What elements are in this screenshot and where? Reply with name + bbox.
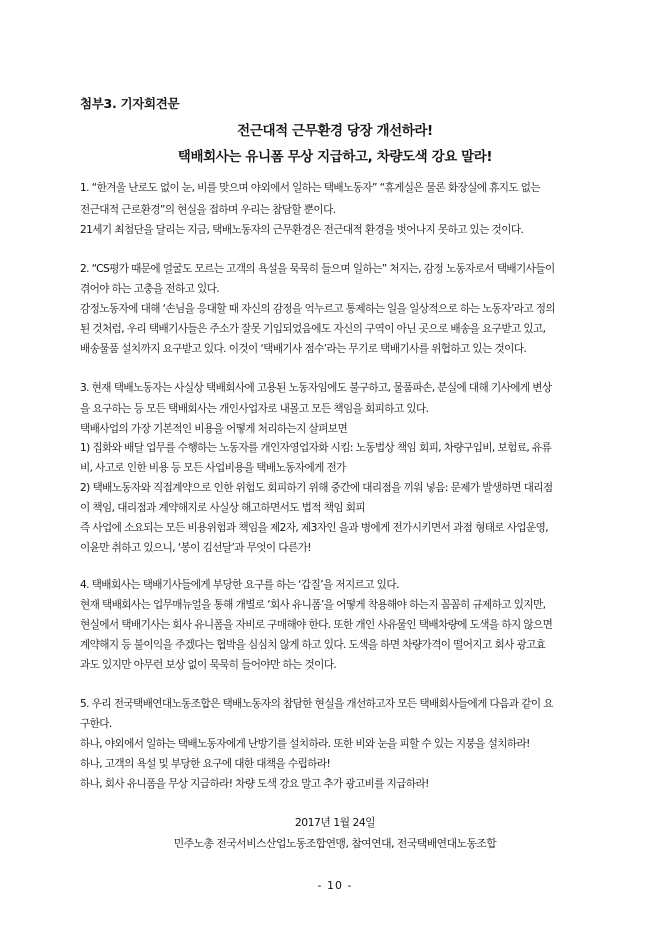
body-line: 1) 집화와 배달 업무를 수행하는 노동자를 개인자영업자화 시킴: 노동법상 책임 회피, 차량구입비, 보험료, 유류: [80, 442, 552, 454]
body-line: 5. 우리 전국택배연대노동조합은 택배노동자의 참담한 현실을 개선하고자 모든 택배회사들에게 다음과 같이 요: [80, 698, 553, 710]
signatories: 민주노총 전국서비스산업노동조합연맹, 참여연대, 전국택배연대노동조합: [173, 837, 497, 850]
page-number: - 10 -: [317, 879, 353, 892]
body-line: 하나, 고객의 욕설 및 부당한 요구에 대한 대책을 수립하라!: [80, 758, 331, 770]
body-line: 2. “CS평가 때문에 얼굴도 모르는 고객의 욕설을 묵묵히 들으며 일하는” 처지는, 감정 노동자로서 택배기사들이: [80, 263, 555, 275]
body-line: 된 것처럼, 우리 택배기사들은 주소가 잘못 기입되었음에도 자신의 구역이 아닌 곳으로 배송을 요구받고 있고,: [80, 323, 546, 335]
body-line: 즉 사업에 소요되는 모든 비용위험과 책임을 제2자, 제3자인 을과 병에게 전가시키면서 과점 형태로 사업운영,: [80, 522, 549, 534]
body-line: 배송물품 설치까지 요구받고 있다. 이것이 ‘택배기사 점수’라는 무기로 택배기사를 위협하고 있는 것이다.: [80, 343, 527, 355]
body-line: 1. “한겨울 난로도 없이 눈, 비를 맞으며 야외에서 일하는 택배노동자” “휴게실은 물론 화장실에 휴지도 없는: [80, 182, 541, 194]
body-line: 이 책임, 대리점과 계약해지로 사실상 해고하면서도 법적 책임 회피: [80, 502, 366, 514]
title-line-2: 택배회사는 유니폼 무상 지급하고, 차량도색 강요 말라!: [177, 149, 493, 165]
body-line: 을 요구하는 등 모든 택배회사는 개인사업자로 내몰고 모든 책임을 회피하고 있다.: [80, 403, 429, 415]
body-line: 이윤만 취하고 있으니, ‘봉이 김선달’과 무엇이 다른가!: [80, 542, 311, 554]
body-line: 계약해지 등 불이익을 주겠다는 협박을 심심치 않게 하고 있다. 도색을 하면 차량가격이 떨어지고 회사 광고효: [80, 639, 546, 651]
body-line: 비, 사고로 인한 비용 등 모든 사업비용을 택배노동자에게 전가: [80, 462, 346, 474]
title-line-1: 전근대적 근무환경 당장 개선하라!: [237, 123, 433, 139]
body-line: 21세기 최첨단을 달리는 지금, 택배노동자의 근무환경은 전근대적 환경을 벗어나지 못하고 있는 것이다.: [80, 224, 524, 236]
attachment-label: 첨부3. 기자회견문: [80, 96, 180, 111]
body-line: 3. 현재 택배노동자는 사실상 택배회사에 고용된 노동자임에도 불구하고, 물품파손, 분실에 대해 기사에게 변상: [80, 382, 552, 394]
body-line: 택배사업의 가장 기본적인 비용을 어떻게 처리하는지 살펴보면: [80, 423, 348, 435]
body-line: 현재 택배회사는 업무매뉴얼을 통해 개별로 ‘회사 유니폼’을 어떻게 착용해야 하는지 꼼꼼히 규제하고 있지만,: [80, 599, 546, 611]
body-line: 감정노동자에 대해 ‘손님을 응대할 때 자신의 감정을 억누르고 통제하는 일을 일상적으로 하는 노동자’라고 정의: [80, 303, 556, 315]
body-line: 구한다.: [80, 718, 112, 730]
body-line: 2) 택배노동자와 직접계약으로 인한 위험도 회피하기 위해 중간에 대리점을 끼워 넣음: 문제가 발생하면 대리점: [80, 482, 553, 494]
body-line: 과도 있지만 아무런 보상 없이 묵묵히 들어야만 하는 것이다.: [80, 659, 337, 671]
body-line: 현실에서 택배기사는 회사 유니폼을 자비로 구매해야 한다. 또한 개인 사유물인 택배차량에 도색을 하지 않으면: [80, 619, 553, 631]
body-line: 하나, 회사 유니폼을 무상 지급하라! 차량 도색 강요 말고 추가 광고비를 지급하라!: [80, 778, 429, 790]
body-line: 전근대적 근로환경”의 현실을 접하며 우리는 참담할 뿐이다.: [80, 204, 336, 216]
body-line: 4. 택배회사는 택배기사들에게 부당한 요구를 하는 ‘갑질’을 저지르고 있다.: [80, 579, 399, 591]
body-line: 하나, 야외에서 일하는 택배노동자에게 난방기를 설치하라. 또한 비와 눈을 피할 수 있는 지붕을 설치하라!: [80, 738, 530, 750]
body-line: 겪어야 하는 고충을 전하고 있다.: [80, 283, 220, 295]
date: 2017년 1월 24일: [294, 816, 376, 829]
